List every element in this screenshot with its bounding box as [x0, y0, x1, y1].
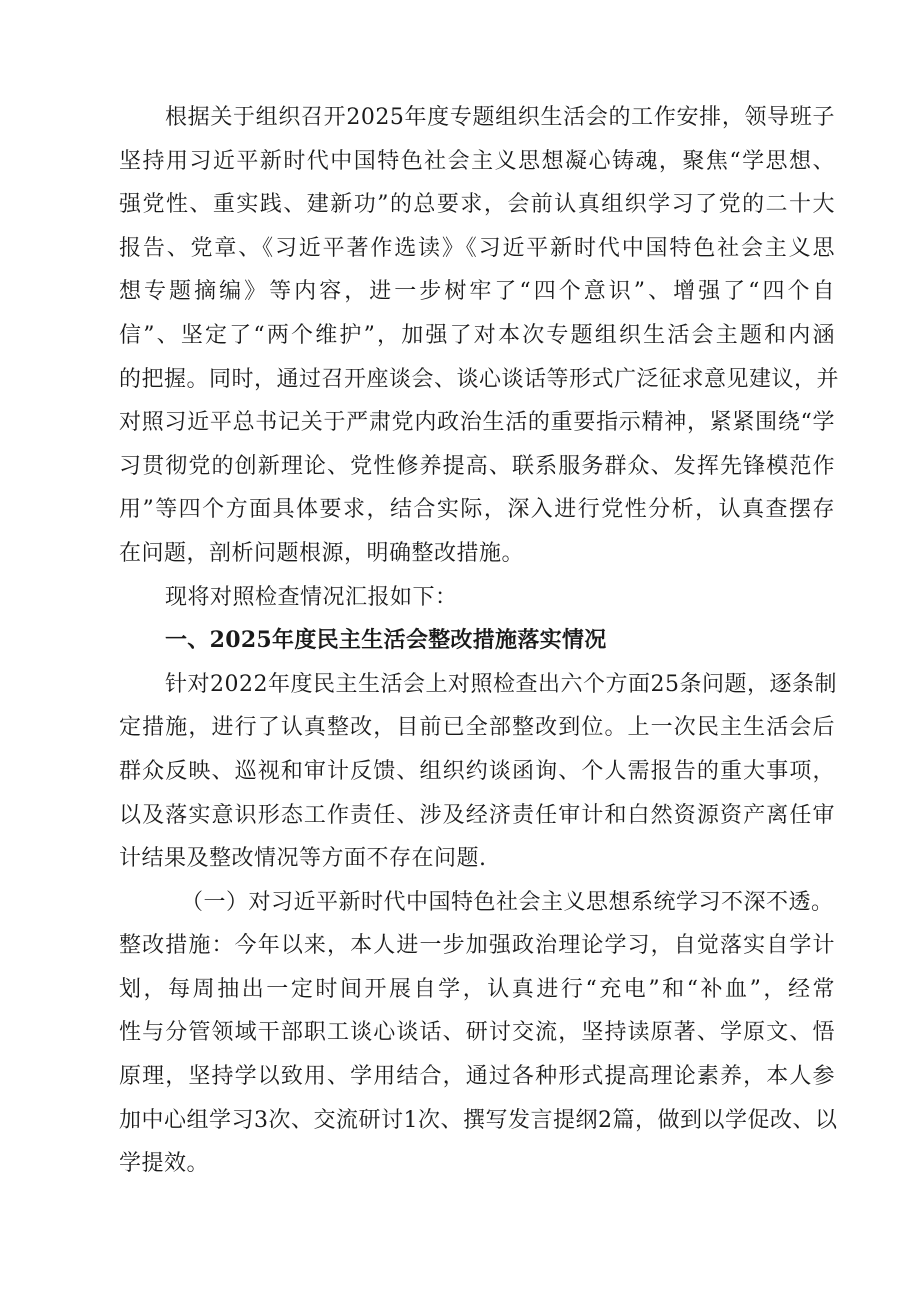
paragraph-line: 原理，坚持学以致用、学用结合，通过各种形式提高理论素养，本人参 [119, 1064, 835, 1090]
paragraph-line: 对照习近平总书记关于严肃党内政治生活的重要指示精神，紧紧围绕“学 [119, 410, 835, 436]
paragraph-line: 整改措施：今年以来，本人进一步加强政治理论学习，自觉落实自学计 [119, 933, 835, 959]
paragraph-line: 习贯彻党的创新理论、党性修养提高、联系服务群众、发挥先锋模范作 [119, 453, 835, 479]
paragraph-line: 划，每周抽出一定时间开展自学，认真进行“充电”和“补血”，经常 [119, 976, 835, 1002]
section-heading: 一、2025年度民主生活会整改措施落实情况 [165, 627, 607, 654]
subsection-heading: （一）对习近平新时代中国特色社会主义思想系统学习不深不透。 [181, 889, 834, 915]
paragraph-line: 针对2022年度民主生活会上对照检查出六个方面25条问题，逐条制 [165, 671, 837, 697]
paragraph-line: 加中心组学习3次、交流研讨1次、撰写发言提纲2篇，做到以学促改、以 [119, 1107, 838, 1133]
paragraph-line: 计结果及整改情况等方面不存在问题. [119, 846, 487, 872]
paragraph-line: 在问题，剖析问题根源，明确整改措施。 [119, 540, 525, 566]
paragraph-line: 学提效。 [119, 1151, 210, 1177]
paragraph-line: 坚持用习近平新时代中国特色社会主义思想凝心铸魂，聚焦“学思想、 [119, 148, 835, 174]
paragraph-line: 定措施，进行了认真整改，目前已全部整改到位。上一次民主生活会后 [119, 715, 835, 741]
paragraph-line: 报告、党章、《习近平著作选读》《习近平新时代中国特色社会主义思 [119, 235, 835, 261]
paragraph-line: 性与分管领域干部职工谈心谈话、研讨交流，坚持读原著、学原文、悟 [119, 1020, 835, 1046]
report-intro-line: 现将对照检查情况汇报如下： [165, 584, 458, 610]
paragraph-line: 想专题摘编》等内容，进一步树牢了“四个意识”、增强了“四个自 [119, 279, 835, 305]
paragraph-line: 根据关于组织召开2025年度专题组织生活会的工作安排，领导班子 [165, 105, 835, 130]
paragraph-line: 的把握。同时，通过召开座谈会、谈心谈话等形式广泛征求意见建议，并 [119, 366, 840, 392]
paragraph-line: 以及落实意识形态工作责任、涉及经济责任审计和白然资源资产离任审 [119, 802, 835, 828]
paragraph-line: 用”等四个方面具体要求，结合实际，深入进行党性分析，认真查摆存 [119, 497, 835, 523]
paragraph-line: 群众反映、巡视和审计反馈、组织约谈函询、个人需报告的重大事项， [119, 758, 835, 784]
paragraph-line: 强党性、重实践、建新功”的总要求，会前认真组织学习了党的二十大 [119, 192, 835, 218]
paragraph-line: 信”、坚定了“两个维护”，加强了对本次专题组织生活会主题和内涵 [119, 322, 835, 348]
document-body [119, 96, 840, 1186]
